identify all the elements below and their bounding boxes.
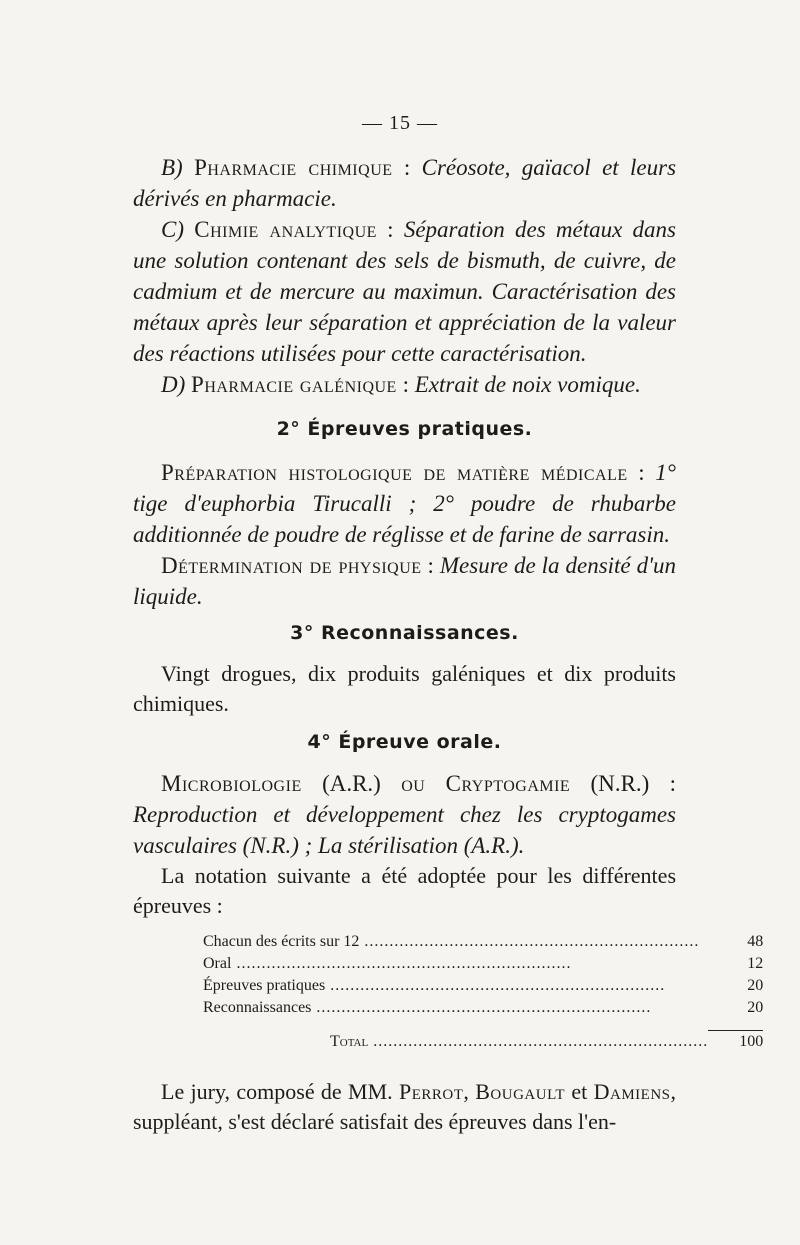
text-preparation: 1° tige d'euphorbia Tirucalli ; 2° poudre de rhubarbe additionnée de poudre de réglisse et de farine de sarrasin. [133, 460, 676, 547]
paragraph-c: C) Chimie analytique : Séparation des métaux dans une solution contenant des sels de bismuth, de cuivre, de cadmium et de mercure au maximun. Caractérisation des métaux après leur séparation et appréciation de la valeur des réactions utilisées pour cette caractérisation. [133, 217, 677, 366]
heading-epreuves-pratiques: 2° Épreuves pratiques. [276, 418, 533, 440]
score-value: 20 [747, 999, 764, 1016]
score-row [203, 931, 763, 953]
score-table [203, 931, 763, 1053]
total-rule-row [203, 1019, 763, 1031]
code-ar: (A.R.) [322, 771, 381, 796]
paragraph-reconnaissances: Vingt drogues, dix produits galéniques et dix produits chimiques. [133, 661, 676, 716]
text-b: Créosote, gaïacol et leurs dérivés en pharmacie. [133, 155, 677, 211]
title-preparation: Préparation histologique de matière médicale [161, 460, 628, 485]
score-value: 20 [747, 977, 764, 994]
total-row [203, 1031, 763, 1053]
jury-intro: Le jury, composé de MM. [161, 1079, 393, 1104]
label-c: C) [161, 217, 184, 242]
heading-epreuve-orale: 4° Épreuve orale. [307, 731, 502, 753]
score-label: Chacun des écrits sur 12 [203, 933, 360, 950]
score-label: Épreuves pratiques [203, 977, 326, 994]
text-oral: Reproduction et développement chez les cryptogames vasculaires (N.R.) ; La stérilisation (A.R.). [133, 802, 676, 858]
paragraph-determination: Détermination de physique : Mesure de la densité d'un liquide. [133, 553, 677, 609]
title-chimie-analytique: Chimie analytique [194, 217, 377, 242]
score-row [203, 953, 763, 975]
total-value: 100 [739, 1033, 764, 1050]
label-b: B) [161, 155, 183, 180]
page-body [133, 152, 764, 1137]
title-microbiologie: Microbiologie [161, 771, 302, 796]
heading-reconnaissances: 3° Reconnaissances. [290, 622, 519, 644]
paragraph-jury: Le jury, composé de MM. Perrot, Bougault et Damiens, [161, 1079, 676, 1104]
score-value: 12 [747, 955, 764, 972]
title-determination: Détermination de physique [161, 553, 422, 578]
score-value: 48 [747, 933, 764, 950]
total-label: Total [330, 1033, 369, 1050]
code-nr: (N.R.) [590, 771, 650, 796]
title-pharmacie-chimique: Pharmacie chimique [194, 155, 393, 180]
text-c: Séparation des métaux dans une solution contenant des sels de bismuth, de cuivre, de cadmium et de mercure au maximun. Caractérisation des métaux après leur séparation et appréciation de la valeur des réactions utilisées pour cette caractérisation. [133, 217, 677, 366]
title-pharmacie-galenique: Pharmacie galénique [191, 372, 397, 397]
text-d: Extrait de noix vomique. [414, 372, 641, 397]
jury-name-perrot: Perrot [399, 1079, 464, 1104]
text-determination: Mesure de la densité d'un liquide. [133, 553, 677, 609]
paragraph-d: D) Pharmacie galénique : Extrait de noix vomique. [161, 372, 641, 397]
score-label: Oral [203, 955, 232, 972]
title-cryptogamie: Cryptogamie [445, 771, 571, 796]
jury-name-damiens: Damiens [593, 1079, 671, 1104]
word-ou: ou [401, 771, 426, 796]
score-row [203, 975, 763, 997]
paragraph-oral: Microbiologie (A.R.) ou Cryptogamie (N.R.) : Reproduction et développement chez les cryptogames vasculaires (N.R.) ; La stérilisation (A.R.). [133, 771, 677, 858]
score-label: Reconnaissances [203, 999, 312, 1016]
jury-name-bougault: Bougault [475, 1079, 566, 1104]
paragraph-jury-continued: suppléant, s'est déclaré satisfait des épreuves dans l'en- [133, 1109, 617, 1134]
score-row [203, 997, 763, 1019]
paragraph-notation: La notation suivante a été adoptée pour les différentes épreuves : [133, 863, 676, 918]
paragraph-preparation: Préparation histologique de matière médicale : 1° tige d'euphorbia Tirucalli ; 2° poudre de rhubarbe additionnée de poudre de réglisse et de farine de sarrasin. [133, 460, 676, 547]
page-number: — 15 — [362, 112, 438, 134]
paragraph-b: B) Pharmacie chimique : Créosote, gaïacol et leurs dérivés en pharmacie. [133, 155, 677, 211]
label-d: D) [161, 372, 186, 397]
